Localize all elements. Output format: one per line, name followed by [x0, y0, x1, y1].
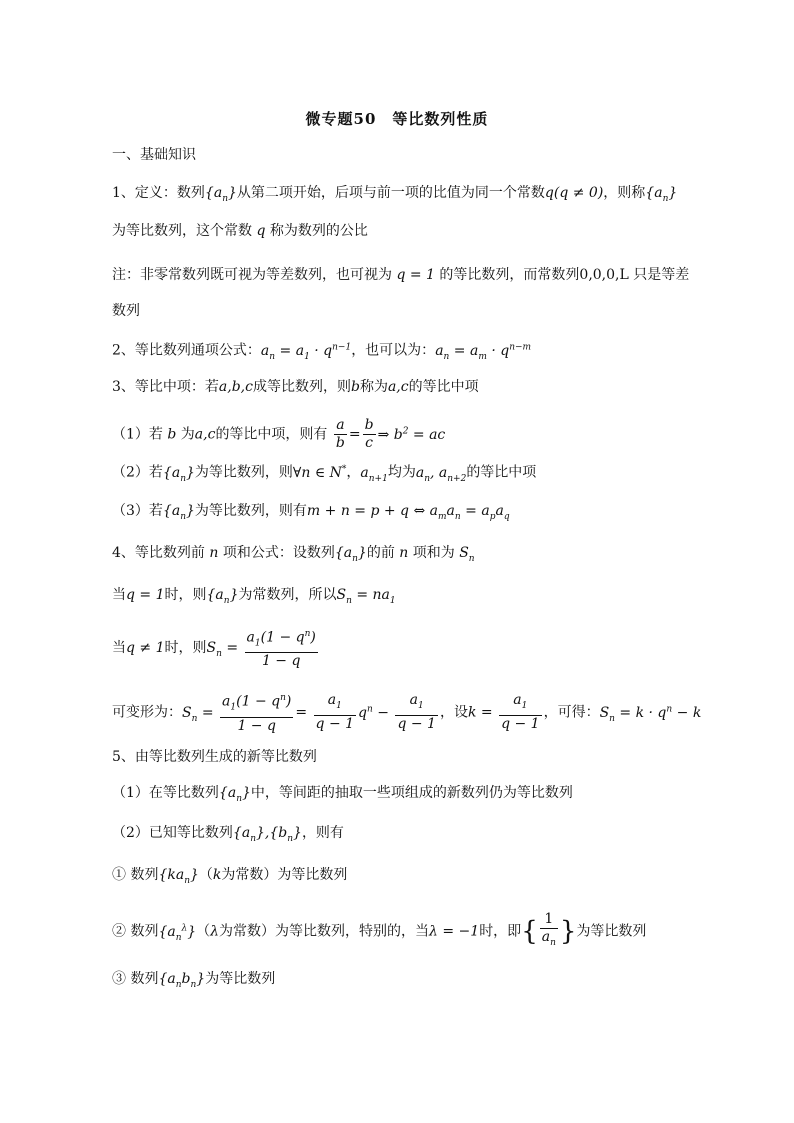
new-seq-item-2: （2）已知等比数列$\{a_n\},\{b_n\}$，则有	[112, 825, 344, 844]
section-heading: 一、基础知识	[112, 147, 196, 163]
note-line-2: 数列	[112, 303, 140, 319]
sum-formula-heading: 4、等比数列前 n 项和公式：设数列$\{a_n\}$的前 n 项和为 $S_n$	[112, 545, 475, 564]
note-line-1: 注：非零常数列既可视为等差数列，也可视为 q = 1 的等比数列，而常数列0,0,0,L 只是等差	[112, 267, 690, 283]
definition-line-1: 1、定义：数列$\{a_n\}$从第二项开始，后项与前一项的比值为同一个常数q(q ≠ 0)，则称$\{a_n\}$	[112, 185, 678, 204]
geometric-mean-def: 3、等比中项：若a,b,c成等比数列，则b称为a,c的等比中项	[112, 379, 479, 395]
geometric-mean-item-1: （1）若 b 为a,c的等比中项，则有 $\frac{a}{b}$ = $\frac{b}{c}$ ⇒ $b^2$ = ac	[112, 417, 446, 452]
new-seq-item-2-3: ③ 数列$\{a_nb_n\}$为等比数列	[112, 971, 276, 990]
page-title: 微专题50 等比数列性质	[305, 110, 489, 128]
new-seq-item-2-1: ① 数列$\{ka_n\}(k$为常数）为等比数列	[112, 867, 348, 886]
new-seq-item-1: （1）在等比数列$\{a_n\}$中，等间距的抽取一些项组成的新数列仍为等比数列	[112, 785, 573, 804]
new-sequences-heading: 5、由等比数列生成的新等比数列	[112, 749, 317, 765]
sum-transform: 可变形为：$S_n$ = $\frac{a_1(1 - q^n)}{1 - q}$ = $\frac{a_1}{q - 1}$ $q^n$ − $\frac{a_1}{q - 1}$ ，设k = $\frac{a_1}{q - 1}$ ，可得：$S_n = k \cdot q^n - k$	[112, 692, 702, 734]
sum-case-q-not-1: 当q ≠ 1时，则$S_n$ = $\frac{a_1(1 - q^n)}{1 - q}$	[112, 629, 316, 670]
geometric-mean-item-3: （3）若$\{a_n\}$为等比数列，则有m + n = p + q ⇔ $a_ma_n = a_pa_q$	[112, 503, 510, 522]
sum-case-q1: 当q = 1时，则$\{a_n\}$为常数列，所以$S_n = na_1$	[112, 587, 396, 606]
geometric-mean-item-2: （2）若$\{a_n\}$为等比数列，则∀n ∈ N*，$a_{n+1}$均为$a_n$, $a_{n+2}$的等比中项	[112, 464, 537, 484]
definition-line-2: 为等比数列，这个常数 q 称为数列的公比	[112, 223, 368, 239]
new-seq-item-2-2: ② 数列$\{a_n^\lambda\}(\lambda$为常数）为等比数列，特别的，当λ = −1时，即{ $\frac{1}{a_n}$ }为等比数列	[112, 908, 646, 957]
general-term-formula: 2、等比数列通项公式：$a_n = a_1 \cdot q^{n-1}$，也可以为：$a_n = a_m \cdot q^{n-m}$	[112, 342, 532, 362]
